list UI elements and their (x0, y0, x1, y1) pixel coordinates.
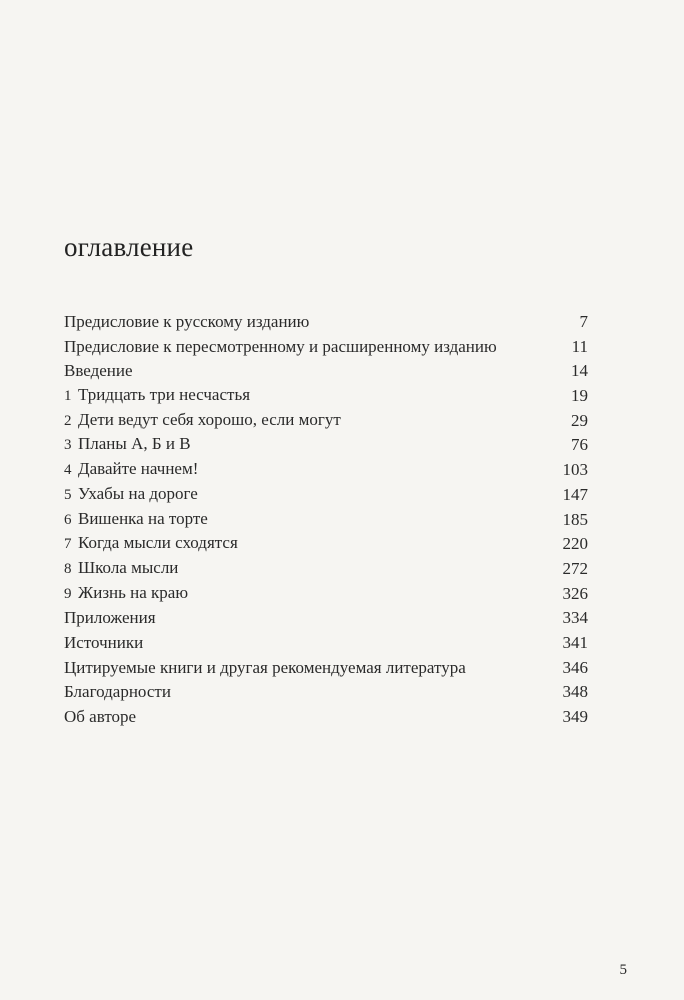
toc-list (64, 310, 588, 730)
toc-entry-chapter-1 (64, 384, 588, 409)
toc-entry-text: Вишенка на торте (78, 508, 208, 528)
toc-entry-page: 14 (571, 361, 588, 381)
toc-entry-page: 185 (562, 509, 588, 529)
toc-entry-chapter-3 (64, 433, 588, 458)
toc-title: оглавление (64, 232, 194, 262)
toc-entry-text: Приложения (64, 608, 156, 628)
toc-entry-page: 272 (562, 558, 588, 578)
toc-entry-page: 11 (571, 336, 588, 356)
toc-chapter-number: 7 (64, 536, 72, 553)
toc-chapter-number: 1 (64, 388, 72, 405)
toc-entry-chapter-6 (64, 508, 588, 533)
toc-entry-foreword-revised (64, 335, 588, 360)
toc-entry-text: Предисловие к русскому изданию (64, 311, 310, 331)
toc-entry-page: 29 (571, 410, 588, 430)
toc-entry-introduction (64, 359, 588, 384)
toc-entry-about-author (64, 705, 588, 730)
toc-entry-chapter-7 (64, 532, 588, 557)
toc-entry-text: Когда мысли сходятся (78, 533, 238, 553)
toc-entry-chapter-2 (64, 409, 588, 434)
toc-entry-chapter-4 (64, 458, 588, 483)
toc-entry-chapter-9 (64, 582, 588, 607)
toc-entry-page: 220 (562, 534, 588, 554)
toc-chapter-number: 8 (64, 560, 72, 577)
toc-entry-page: 147 (562, 484, 588, 504)
toc-entry-page: 348 (562, 682, 588, 702)
toc-entry-foreword-russian (64, 310, 588, 335)
toc-entry-text: Источники (64, 632, 144, 652)
toc-entry-text: Жизнь на краю (78, 582, 189, 602)
toc-entry-text: Об авторе (64, 707, 137, 726)
toc-chapter-number: 9 (64, 585, 72, 602)
toc-entry-page: 76 (571, 435, 588, 455)
toc-entry-page: 326 (562, 583, 588, 603)
toc-entry-chapter-8 (64, 557, 588, 582)
toc-entry-page: 349 (562, 707, 588, 726)
toc-chapter-number: 4 (64, 462, 72, 479)
toc-entry-page: 341 (562, 632, 588, 652)
toc-chapter-number: 3 (64, 437, 72, 454)
toc-entry-chapter-5 (64, 483, 588, 508)
toc-chapter-number: 2 (64, 412, 72, 429)
toc-entry-text: Цитируемые книги и другая рекомендуемая литература (64, 657, 466, 677)
toc-entry-text: Тридцать три несчастья (78, 385, 251, 405)
toc-entry-text: Давайте начнем! (78, 459, 199, 479)
toc-entry-sources (64, 631, 588, 656)
toc-chapter-number: 5 (64, 486, 72, 503)
toc-entry-text: Дети ведут себя хорошо, если могут (78, 409, 341, 429)
toc-entry-text: Планы А, Б и В (78, 434, 191, 454)
toc-entry-bibliography (64, 656, 588, 681)
toc-entry-page: 346 (562, 657, 588, 677)
toc-entry-text: Введение (64, 361, 133, 381)
toc-entry-text: Предисловие к пересмотренному и расширенному изданию (64, 336, 497, 356)
toc-entry-text: Школа мысли (78, 557, 179, 577)
toc-entry-page: 19 (571, 386, 588, 406)
toc-entry-appendices (64, 606, 588, 631)
toc-chapter-number: 6 (64, 511, 72, 528)
page-number: 5 (619, 962, 627, 978)
toc-entry-page: 334 (562, 608, 588, 628)
toc-entry-page: 7 (579, 311, 588, 331)
toc-entry-page: 103 (562, 460, 588, 480)
toc-entry-acknowledgements (64, 680, 588, 705)
toc-entry-text: Ухабы на дороге (78, 483, 198, 503)
toc-entry-text: Благодарности (64, 682, 171, 702)
